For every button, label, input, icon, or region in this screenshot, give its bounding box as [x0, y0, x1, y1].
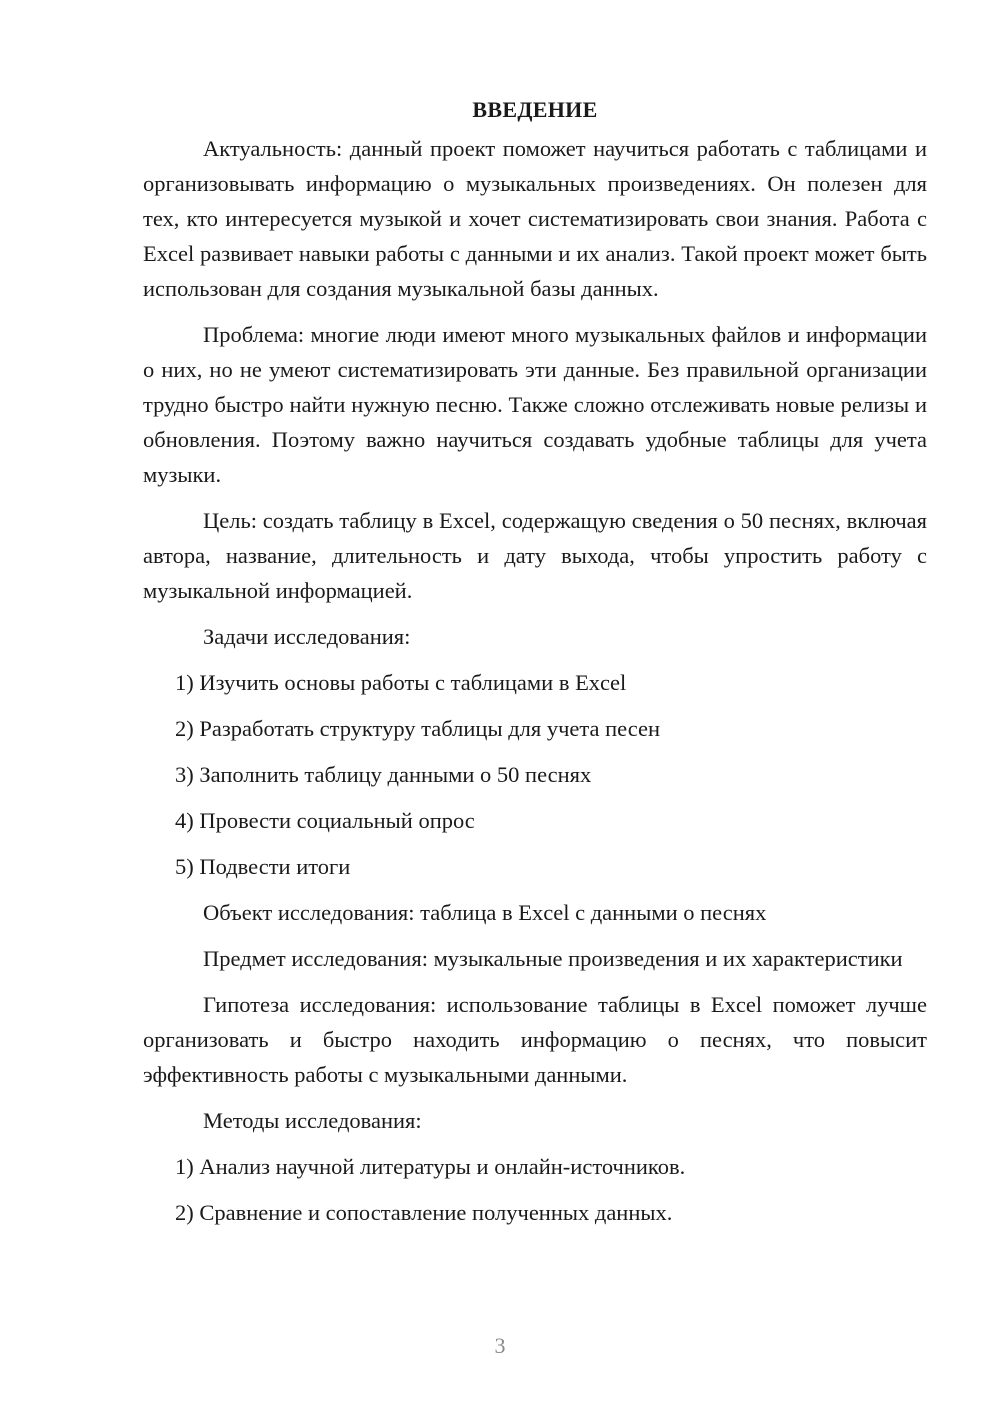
relevance-paragraph: Актуальность: данный проект поможет научиться работать с таблицами и организовывать информацию о музыкальных произведениях. Он полезен для тех, кто интересуется музыкой и хочет систематизировать свои знания. Работа с Excel развивает навыки работы с данными и их анализ. Такой проект может быть использован для создания музыкальной базы данных. [143, 136, 927, 301]
methods-list [143, 1149, 927, 1230]
tasks-heading: Задачи исследования: [203, 624, 411, 649]
goal-paragraph: Цель: создать таблицу в Excel, содержащую сведения о 50 песнях, включая автора, название, длительность и дату выхода, чтобы упростить работу с музыкальной информацией. [143, 508, 927, 603]
tasks-list [143, 665, 927, 884]
task-item-3: 3) Заполнить таблицу данными о 50 песнях [175, 762, 592, 787]
page-content [143, 92, 927, 1241]
task-item-4: 4) Провести социальный опрос [175, 808, 475, 833]
page-number: 3 [494, 1333, 506, 1358]
hypothesis-paragraph: Гипотеза исследования: использование таблицы в Excel поможет лучше организовать и быстро находить информацию о песнях, что повысит эффективность работы с музыкальными данными. [143, 992, 927, 1087]
methods-heading: Методы исследования: [203, 1108, 422, 1133]
method-item-2: 2) Сравнение и сопоставление полученных данных. [175, 1200, 673, 1225]
task-item-5: 5) Подвести итоги [175, 854, 351, 879]
method-item-1: 1) Анализ научной литературы и онлайн-источников. [175, 1154, 686, 1179]
problem-paragraph: Проблема: многие люди имеют много музыкальных файлов и информации о них, но не умеют систематизировать эти данные. Без правильной организации трудно быстро найти нужную песню. Также сложно отслеживать новые релизы и обновления. Поэтому важно научиться создавать удобные таблицы для учета музыки. [143, 322, 927, 487]
section-title: ВВЕДЕНИЕ [472, 97, 598, 122]
task-item-2: 2) Разработать структуру таблицы для учета песен [175, 716, 661, 741]
object-line: Объект исследования: таблица в Excel с данными о песнях [203, 900, 767, 925]
subject-paragraph: Предмет исследования: музыкальные произведения и их характеристики [203, 946, 903, 971]
task-item-1: 1) Изучить основы работы с таблицами в Excel [175, 670, 627, 695]
